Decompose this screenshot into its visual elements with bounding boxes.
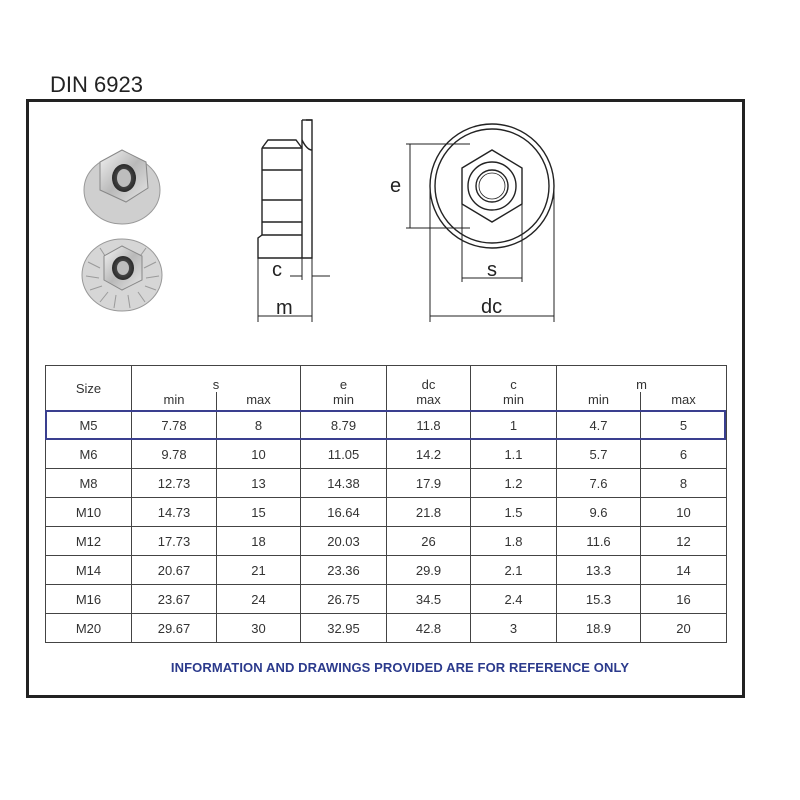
- value-cell: 1.5: [471, 498, 557, 527]
- value-cell: 26.75: [301, 585, 387, 614]
- subheader-cell: max: [217, 392, 301, 411]
- dimension-table: [45, 365, 727, 643]
- drawings-area: [0, 0, 800, 360]
- value-cell: 18.9: [557, 614, 641, 643]
- value-cell: 15: [217, 498, 301, 527]
- table-row: [46, 469, 727, 498]
- serrated-flange-nut-photo: [82, 239, 162, 311]
- dimension-e-label: e: [390, 175, 402, 197]
- size-cell: M16: [46, 585, 132, 614]
- value-cell: 5.7: [557, 440, 641, 469]
- size-cell: M14: [46, 556, 132, 585]
- size-header: Size: [46, 366, 132, 411]
- dimension-m-label: m: [276, 297, 293, 319]
- value-cell: 42.8: [387, 614, 471, 643]
- value-cell: 11.05: [301, 440, 387, 469]
- value-cell: 7.78: [132, 411, 217, 440]
- value-cell: 8.79: [301, 411, 387, 440]
- value-cell: 10: [641, 498, 727, 527]
- c-group-header: c: [471, 366, 557, 393]
- side-view-drawing: [258, 120, 330, 322]
- value-cell: 11.8: [387, 411, 471, 440]
- value-cell: 14.38: [301, 469, 387, 498]
- flange-nut-photo-top: [84, 150, 160, 224]
- size-cell: M6: [46, 440, 132, 469]
- value-cell: 26: [387, 527, 471, 556]
- value-cell: 21.8: [387, 498, 471, 527]
- size-cell: M12: [46, 527, 132, 556]
- value-cell: 23.36: [301, 556, 387, 585]
- table-body: [46, 411, 727, 643]
- value-cell: 9.6: [557, 498, 641, 527]
- subheader-cell: max: [387, 392, 471, 411]
- m-group-header: m: [557, 366, 727, 393]
- table-row: [46, 556, 727, 585]
- value-cell: 11.6: [557, 527, 641, 556]
- page-title: DIN 6923: [50, 72, 143, 97]
- dimension-dc-label: dc: [481, 296, 503, 318]
- size-cell: M5: [46, 411, 132, 440]
- value-cell: 10: [217, 440, 301, 469]
- value-cell: 16: [641, 585, 727, 614]
- table-header-row: [46, 366, 727, 393]
- value-cell: 23.67: [132, 585, 217, 614]
- size-cell: M10: [46, 498, 132, 527]
- value-cell: 13: [217, 469, 301, 498]
- value-cell: 1.2: [471, 469, 557, 498]
- table-row: [46, 498, 727, 527]
- table-row: [46, 614, 727, 643]
- value-cell: 1.8: [471, 527, 557, 556]
- value-cell: 13.3: [557, 556, 641, 585]
- value-cell: 9.78: [132, 440, 217, 469]
- size-cell: M8: [46, 469, 132, 498]
- value-cell: 15.3: [557, 585, 641, 614]
- value-cell: 1.1: [471, 440, 557, 469]
- value-cell: 20: [641, 614, 727, 643]
- value-cell: 21: [217, 556, 301, 585]
- value-cell: 16.64: [301, 498, 387, 527]
- value-cell: 1: [471, 411, 557, 440]
- value-cell: 3: [471, 614, 557, 643]
- subheader-cell: min: [301, 392, 387, 411]
- value-cell: 18: [217, 527, 301, 556]
- table-subheader-row: [46, 392, 727, 411]
- value-cell: 17.73: [132, 527, 217, 556]
- value-cell: 12: [641, 527, 727, 556]
- dimension-s-label: s: [487, 259, 497, 281]
- table-row: [46, 440, 727, 469]
- value-cell: 24: [217, 585, 301, 614]
- value-cell: 29.9: [387, 556, 471, 585]
- value-cell: 32.95: [301, 614, 387, 643]
- s-group-header: s: [132, 366, 301, 393]
- value-cell: 12.73: [132, 469, 217, 498]
- value-cell: 2.1: [471, 556, 557, 585]
- value-cell: 14.73: [132, 498, 217, 527]
- value-cell: 6: [641, 440, 727, 469]
- value-cell: 29.67: [132, 614, 217, 643]
- top-view-drawing: [406, 124, 554, 322]
- value-cell: 14.2: [387, 440, 471, 469]
- value-cell: 34.5: [387, 585, 471, 614]
- table-row: [46, 585, 727, 614]
- value-cell: 7.6: [557, 469, 641, 498]
- size-cell: M20: [46, 614, 132, 643]
- subheader-cell: min: [557, 392, 641, 411]
- value-cell: 2.4: [471, 585, 557, 614]
- value-cell: 20.67: [132, 556, 217, 585]
- subheader-cell: min: [132, 392, 217, 411]
- value-cell: 14: [641, 556, 727, 585]
- value-cell: 30: [217, 614, 301, 643]
- dimension-c-label: c: [272, 259, 282, 281]
- value-cell: 20.03: [301, 527, 387, 556]
- table-row: [46, 411, 727, 440]
- dc-group-header: dc: [387, 366, 471, 393]
- value-cell: 8: [217, 411, 301, 440]
- disclaimer-text: INFORMATION AND DRAWINGS PROVIDED ARE FOR REFERENCE ONLY: [170, 660, 630, 675]
- e-group-header: e: [301, 366, 387, 393]
- value-cell: 4.7: [557, 411, 641, 440]
- value-cell: 17.9: [387, 469, 471, 498]
- table-row: [46, 527, 727, 556]
- subheader-cell: min: [471, 392, 557, 411]
- subheader-cell: max: [641, 392, 727, 411]
- value-cell: 8: [641, 469, 727, 498]
- value-cell: 5: [641, 411, 727, 440]
